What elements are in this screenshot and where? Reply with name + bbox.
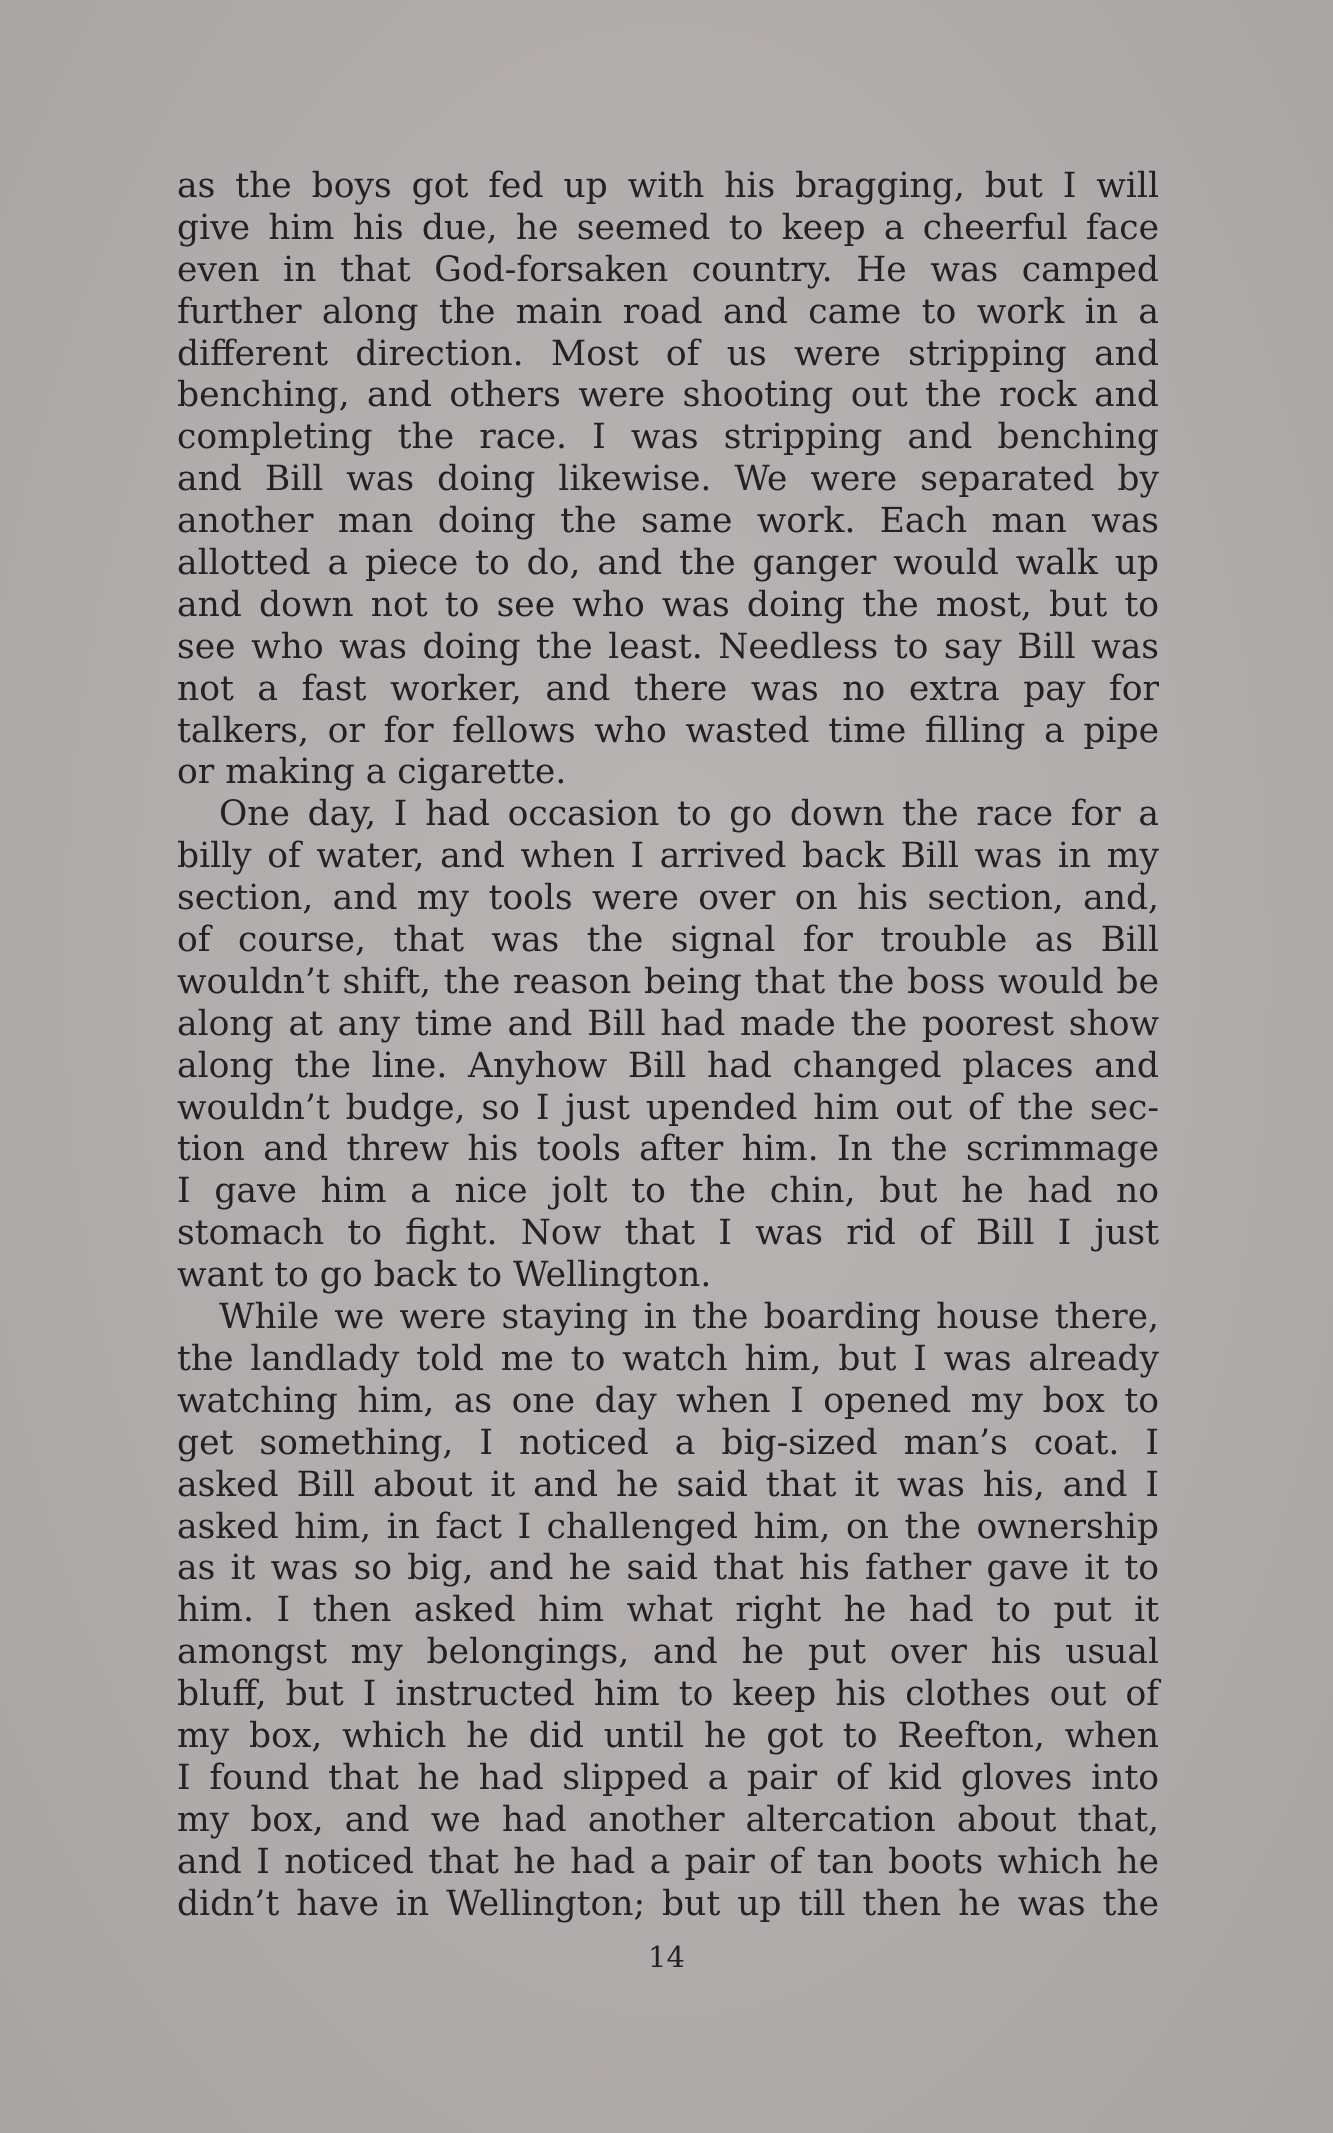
text-line: further along the main road and came to work in a xyxy=(177,291,1159,332)
text-line: as the boys got fed up with his bragging, but I will xyxy=(177,166,1159,206)
paragraph xyxy=(177,166,1159,794)
text-line: completing the race. I was stripping and benching xyxy=(177,417,1159,458)
text-line: of course, that was the signal for trouble as Bill xyxy=(177,920,1159,961)
text-line: and I noticed that he had a pair of tan boots which he xyxy=(177,1841,1159,1882)
text-line: One day, I had occasion to go down the race for a xyxy=(219,794,1159,835)
text-line: didn’t have in Wellington; but up till then he was the xyxy=(177,1883,1159,1924)
text-line: stomach to fight. Now that I was rid of Bill I just xyxy=(177,1213,1159,1254)
text-line: watching him, as one day when I opened my box to xyxy=(177,1380,1159,1421)
text-line: the landlady told me to watch him, but I was already xyxy=(177,1338,1159,1379)
text-line: give him his due, he seemed to keep a cheerful face xyxy=(177,207,1159,248)
text-line: my box, which he did until he got to Reefton, when xyxy=(177,1715,1159,1756)
text-line: see who was doing the least. Needless to say Bill was xyxy=(177,626,1159,667)
text-line: even in that God-forsaken country. He was camped xyxy=(177,249,1159,290)
text-line: my box, and we had another altercation about that, xyxy=(177,1799,1159,1840)
text-line: asked Bill about it and he said that it was his, and I xyxy=(177,1464,1159,1505)
text-line: I found that he had slipped a pair of kid gloves into xyxy=(177,1757,1159,1798)
text-line: along the line. Anyhow Bill had changed places and xyxy=(177,1045,1159,1086)
text-line: tion and threw his tools after him. In the scrimmage xyxy=(177,1129,1159,1170)
paragraph xyxy=(177,1297,1159,1925)
text-line: and Bill was doing likewise. We were separated by xyxy=(177,459,1159,500)
text-line: wouldn’t shift, the reason being that the boss would be xyxy=(177,961,1159,1002)
text-line: allotted a piece to do, and the ganger would walk up xyxy=(177,543,1159,584)
text-line: benching, and others were shooting out the rock and xyxy=(177,375,1159,416)
text-line: wouldn’t budge, so I just upended him out of the sec- xyxy=(177,1087,1159,1128)
text-line: or making a cigarette. xyxy=(177,752,567,793)
body-text xyxy=(177,166,1159,1925)
text-line: him. I then asked him what right he had to put it xyxy=(177,1590,1159,1631)
text-line: different direction. Most of us were stripping and xyxy=(177,333,1159,374)
text-line: want to go back to Wellington. xyxy=(177,1255,712,1296)
page-number: 14 xyxy=(648,1940,685,1974)
text-line: I gave him a nice jolt to the chin, but he had no xyxy=(177,1171,1159,1212)
paragraph xyxy=(177,794,1159,1297)
text-line: and down not to see who was doing the most, but to xyxy=(177,584,1159,625)
text-line: amongst my belongings, and he put over his usual xyxy=(177,1632,1159,1673)
text-line: get something, I noticed a big-sized man’s coat. I xyxy=(177,1422,1159,1463)
text-line: talkers, or for fellows who wasted time filling a pipe xyxy=(177,710,1159,751)
text-line: bluff, but I instructed him to keep his clothes out of xyxy=(177,1674,1159,1715)
text-line: not a fast worker, and there was no extra pay for xyxy=(177,668,1159,709)
text-line: asked him, in fact I challenged him, on the ownership xyxy=(177,1506,1159,1547)
text-line: section, and my tools were over on his section, and, xyxy=(177,878,1159,919)
text-line: While we were staying in the boarding house there, xyxy=(219,1297,1159,1338)
text-line: along at any time and Bill had made the poorest show xyxy=(177,1003,1159,1044)
text-line: as it was so big, and he said that his father gave it to xyxy=(177,1548,1159,1589)
text-line: billy of water, and when I arrived back Bill was in my xyxy=(177,836,1159,877)
text-line: another man doing the same work. Each man was xyxy=(177,501,1159,542)
